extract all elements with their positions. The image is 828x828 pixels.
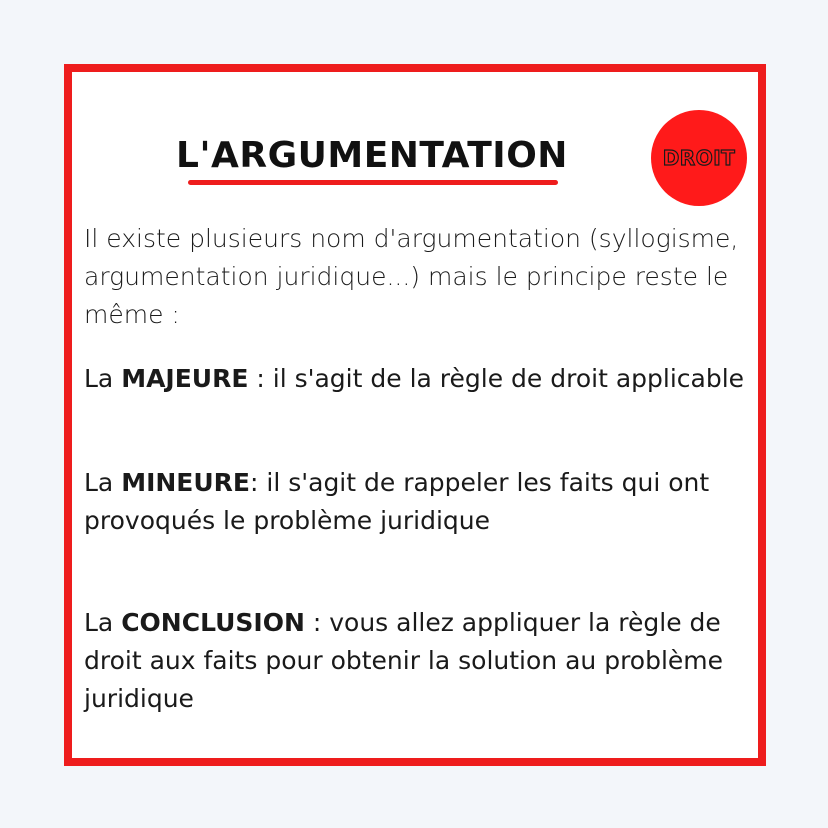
majeure-prefix: La [84,364,122,393]
conclusion-term: CONCLUSION [121,608,305,637]
conclusion-prefix: La [84,608,122,637]
mineure-prefix: La [84,468,122,497]
droit-badge [651,110,747,206]
conclusion-text: : vous allez appliquer la règle de droit aux faits pour obtenir la solution au problème juridique [84,608,724,713]
content-body [84,220,748,718]
majeure-paragraph [84,360,748,398]
majeure-text: : il s'agit de la règle de droit applicable [248,364,745,393]
argumentation-card [64,64,766,766]
page-title: L'ARGUMENTATION [176,135,568,176]
title-underline [188,180,558,185]
intro-paragraph: Il existe plusieurs nom d'argumentation (syllogisme, argumentation juridique...) mais le principe reste le même : [84,224,739,329]
mineure-paragraph [84,464,748,540]
badge-label: DROIT [662,146,736,170]
mineure-term: MINEURE [121,468,251,497]
conclusion-paragraph [84,604,748,718]
majeure-term: MAJEURE [121,364,249,393]
mineure-text: : il s'agit de rappeler les faits qui ont provoqués le problème juridique [84,468,710,535]
